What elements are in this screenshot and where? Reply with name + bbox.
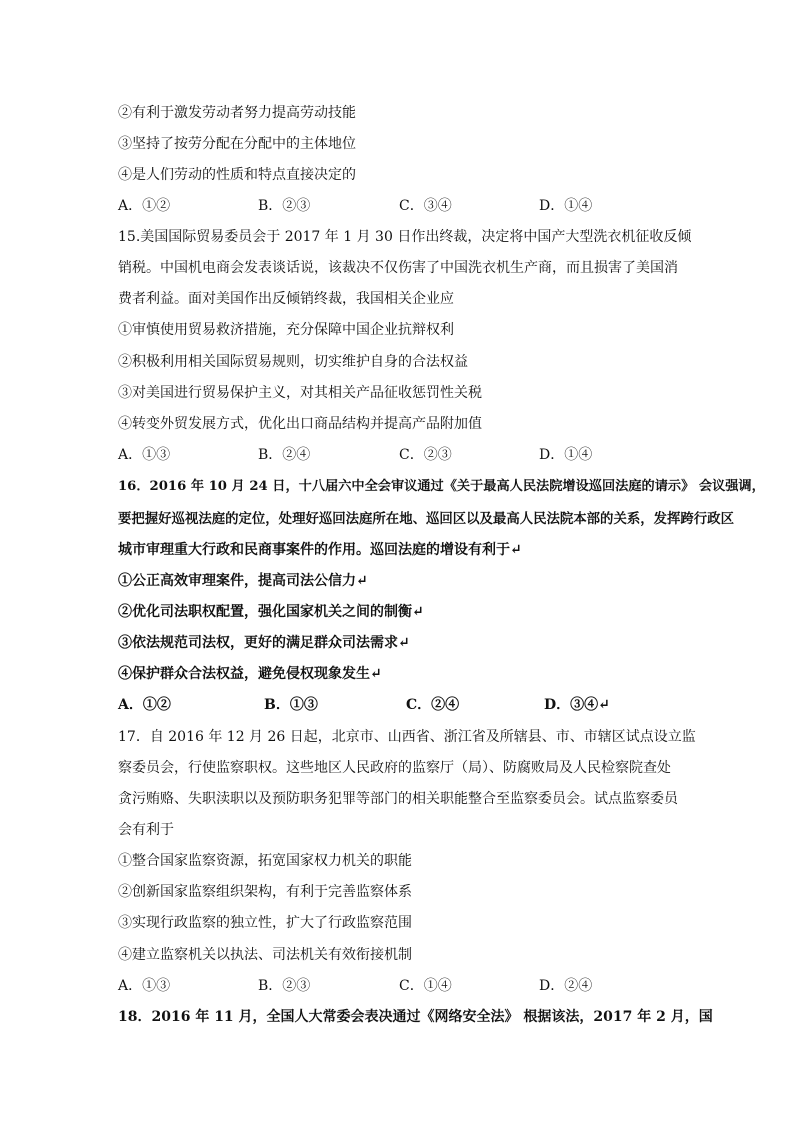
- q16-choice-d: D．③④↵: [544, 697, 610, 713]
- q17-stem-line-2: 察委员会，行使监察职权。这些地区人民政府的监察厅（局）、防腐败局及人民检察院查处: [118, 760, 671, 776]
- q16-choice-c: C．②④: [406, 697, 460, 713]
- q17-option-2: ②创新国家监察组织架构，有利于完善监察体系: [118, 884, 412, 900]
- q15-choice-a: A．①③: [118, 447, 171, 463]
- q15-stem-line-3: 费者利益。面对美国作出反倾销终裁，我国相关企业应: [118, 291, 454, 307]
- q16-choice-a: A．①②: [118, 697, 171, 713]
- q15-option-1: ①审慎使用贸易救济措施，充分保障中国企业抗辩权利: [118, 322, 454, 338]
- q17-stem-line-3: 贪污贿赂、失职渎职以及预防职务犯罪等部门的相关职能整合至监察委员会。试点监察委员: [118, 791, 678, 807]
- q14-choice-d: D．①④: [539, 198, 593, 214]
- q17-stem-line-4: 会有利于: [118, 822, 174, 838]
- q14-option-2: ②有利于激发劳动者努力提高劳动技能: [118, 105, 356, 121]
- q17-choice-c: C．①④: [399, 978, 452, 994]
- q17-option-4: ④建立监察机关以执法、司法机关有效衔接机制: [118, 947, 412, 963]
- q16-option-2: ②优化司法职权配置，强化国家机关之间的制衡↵: [118, 604, 424, 620]
- q16-choices: [118, 696, 678, 714]
- q14-choice-a: A．①②: [118, 198, 171, 214]
- q15-choice-c: C．②③: [399, 447, 452, 463]
- q17-choice-a: A．①③: [118, 978, 171, 994]
- q15-stem-line-2: 销税。中国机电商会发表谈话说，该裁决不仅伤害了中国洗衣机生产商，而且损害了美国消: [118, 260, 678, 276]
- q14-option-3: ③坚持了按劳分配在分配中的主体地位: [118, 136, 356, 152]
- q16-option-4: ④保护群众合法权益，避免侵权现象发生↵: [118, 666, 382, 682]
- q16-option-1: ①公正高效审理案件，提高司法公信力↵: [118, 573, 368, 589]
- q16-option-3: ③依法规范司法权，更好的满足群众司法需求↵: [118, 635, 410, 651]
- q15-option-3: ③对美国进行贸易保护主义，对其相关产品征收惩罚性关税: [118, 385, 482, 401]
- q16-stem-line-2: 要把握好巡视法庭的定位，处理好巡回法庭所在地、巡回区以及最高人民法院本部的关系，发挥跨行政区: [118, 511, 734, 527]
- q14-choices: [118, 197, 678, 215]
- q17-option-3: ③实现行政监察的独立性，扩大了行政监察范围: [118, 915, 412, 931]
- q16-stem-line-1: 16．2016 年 10 月 24 日，十八届六中全会审议通过《关于最高人民法院增设巡回法庭的请示》 会议强调，: [118, 479, 765, 494]
- q16-stem-line-3: 城市审理重大行政和民商事案件的作用。巡回法庭的增设有利于↵: [118, 542, 522, 558]
- q17-choice-d: D．②④: [539, 978, 593, 994]
- q17-stem-line-1: 17．自 2016 年 12 月 26 日起，北京市、山西省、浙江省及所辖县、市、市辖区试点设立监: [118, 729, 696, 745]
- q15-choice-d: D．①④: [539, 447, 593, 463]
- q15-choices: [118, 446, 678, 464]
- q14-choice-c: C．③④: [399, 198, 452, 214]
- q15-stem-line-1: 15.美国国际贸易委员会于 2017 年 1 月 30 日作出终裁，决定将中国产大型洗衣机征收反倾: [118, 229, 692, 245]
- q15-option-2: ②积极利用相关国际贸易规则，切实维护自身的合法权益: [118, 354, 468, 370]
- q14-option-4: ④是人们劳动的性质和特点直接决定的: [118, 167, 356, 183]
- q15-option-4: ④转变外贸发展方式，优化出口商品结构并提高产品附加值: [118, 416, 482, 432]
- q16-choice-b: B．①③: [264, 697, 318, 713]
- q15-choice-b: B．②④: [258, 447, 311, 463]
- q17-choices: [118, 977, 678, 995]
- q14-choice-b: B．②③: [258, 198, 311, 214]
- q18-stem-line-1: 18．2016 年 11 月，全国人大常委会表决通过《网络安全法》 根据该法，2017 年 2 月，国: [118, 1009, 713, 1025]
- q17-choice-b: B．②③: [258, 978, 311, 994]
- q17-option-1: ①整合国家监察资源，拓宽国家权力机关的职能: [118, 853, 412, 869]
